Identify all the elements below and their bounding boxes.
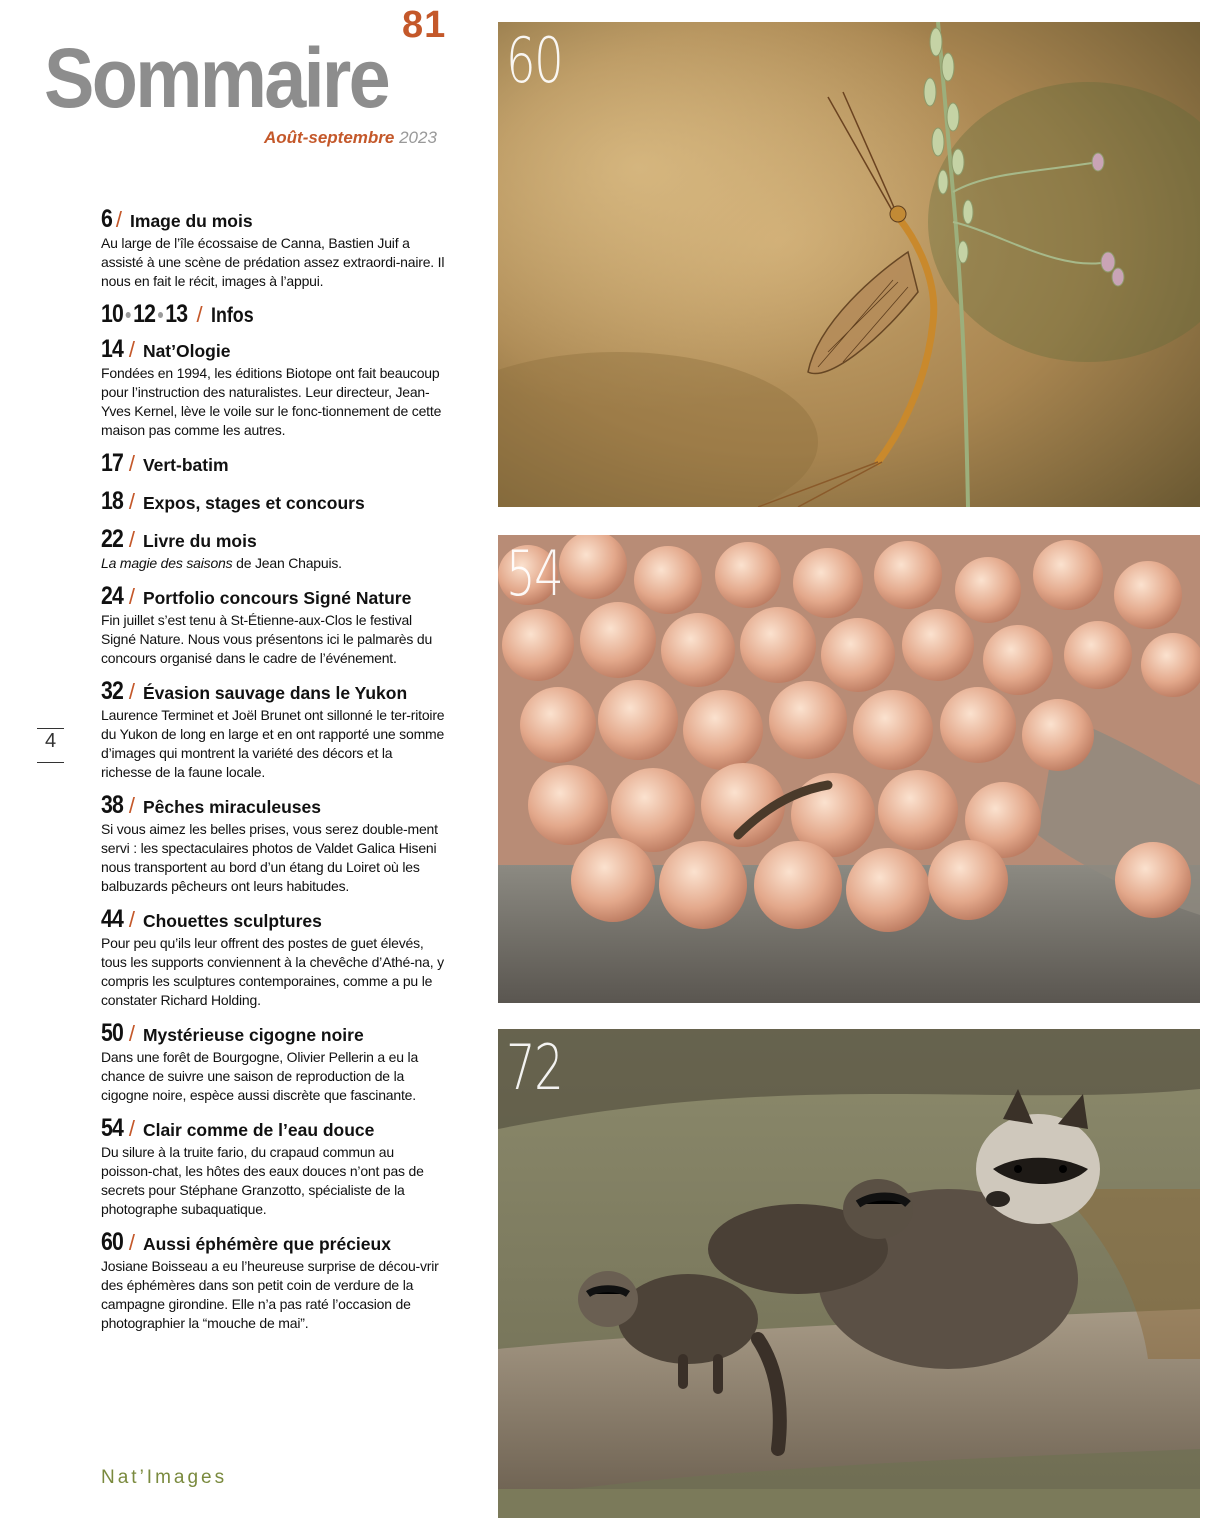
- issue-date-month: Août-septembre: [264, 128, 395, 147]
- entry-page-number: 44: [101, 905, 123, 933]
- page-title: Sommaire: [44, 31, 388, 125]
- toc-entry[interactable]: 32 / Évasion sauvage dans le Yukon Laurence Terminet et Joël Brunet ont sillonné le ter-ritoire du Yukon de long en large et en ont rapporté une somme d’images qui montrent la variété des décors et la richesse de la faune locale.: [101, 677, 445, 780]
- entry-page-number: 22: [101, 525, 123, 553]
- toc-entry[interactable]: 60 / Aussi éphémère que précieux Josiane Boisseau a eu l’heureuse surprise de décou-vrir des éphémères dans son petit coin de verdure de la campagne girondine. Elle n’a pas raté l’occasion de photographier la “mouche de mai”.: [101, 1228, 446, 1333]
- entry-description: Laurence Terminet et Joël Brunet ont sillonné le ter-ritoire du Yukon de long en large et en ont rapporté une somme d’images qui montrent la variété des décors et la richesse de la faune locale.: [101, 707, 445, 780]
- table-of-contents: [101, 205, 446, 1342]
- issue-date-year: 2023: [399, 128, 437, 147]
- entry-page-number: 14: [101, 335, 123, 363]
- entry-title: Nat’Ologie: [142, 341, 231, 361]
- toc-entry[interactable]: 10 12 13 / Infos: [101, 300, 254, 328]
- toc-entry[interactable]: 14 / Nat’Ologie Fondées en 1994, les éditions Biotope ont fait beaucoup pour l’instruction des naturalistes. Leur directeur, Jean-Yves Kernel, lève le voile sur le fonc-tionnement de cette maison pas comme les autres.: [101, 335, 446, 440]
- toc-entry[interactable]: 18 / Expos, stages et concours: [101, 487, 365, 515]
- entry-title: Portfolio concours Signé Nature: [142, 588, 412, 608]
- photo-mayfly[interactable]: [498, 22, 1200, 507]
- book-title: La magie des saisons: [101, 555, 233, 571]
- entry-title: Pêches miraculeuses: [142, 797, 321, 817]
- entry-description: Fondées en 1994, les éditions Biotope ont fait beaucoup pour l’instruction des naturalistes. Leur directeur, Jean-Yves Kernel, lève le voile sur le fonc-tionnement de cette maison pas comme les autres.: [101, 365, 442, 438]
- entry-title: Vert-batim: [142, 455, 229, 475]
- page-number-rule-top: [37, 728, 64, 729]
- photo-eggs[interactable]: [498, 535, 1200, 1003]
- issue-date: [264, 128, 437, 148]
- mayfly-illustration: [498, 22, 1200, 507]
- page-number: 4: [44, 730, 57, 752]
- raccoons-illustration: [498, 1029, 1200, 1518]
- toc-entry[interactable]: 17 / Vert-batim: [101, 449, 229, 477]
- photo-page-label: 72: [506, 1031, 563, 1104]
- toc-entry[interactable]: 22 / Livre du mois La magie des saisons de Jean Chapuis.: [101, 525, 446, 573]
- page-number-rule-bottom: [37, 762, 64, 763]
- entry-description: Dans une forêt de Bourgogne, Olivier Pellerin a eu la chance de suivre une saison de reproduction de la cigogne noire, espèce aussi discrète que fascinante.: [101, 1049, 419, 1103]
- toc-entry[interactable]: 6 / Image du mois Au large de l’île écossaise de Canna, Bastien Juif a assisté à une scène de prédation assez extraordi-naire. Il nous en fait le récit, images à l’appui.: [101, 205, 445, 289]
- toc-entry[interactable]: 44 / Chouettes sculptures Pour peu qu’ils leur offrent des postes de guet élevés, tous les supports conviennent à la chevêche d’Athé-na, y compris les sculptures contemporaines, comme a pu le constater Richard Holding.: [101, 905, 446, 1010]
- entry-title: Chouettes sculptures: [142, 911, 322, 931]
- photo-page-label: 60: [506, 24, 563, 97]
- entry-page-number: 32: [101, 677, 123, 705]
- entry-page-number: 50: [101, 1019, 123, 1047]
- photo-raccoons[interactable]: [498, 1029, 1200, 1518]
- entry-page-number: 17: [101, 449, 123, 477]
- entry-description: Josiane Boisseau a eu l’heureuse surprise de décou-vrir des éphémères dans son petit coin de verdure de la campagne girondine. Elle n’a pas raté l’occasion de photographier la “mouche de mai”.: [101, 1258, 439, 1331]
- entry-description: Fin juillet s’est tenu à St-Étienne-aux-Clos le festival Signé Nature. Nous vous présentons ici le palmarès du concours organisé dans le cadre de l’événement.: [101, 612, 433, 666]
- entry-description: Au large de l’île écossaise de Canna, Bastien Juif a assisté à une scène de prédation assez extraordi-naire. Il nous en fait le récit, images à l’appui.: [101, 235, 445, 289]
- entry-page-number: 18: [101, 487, 123, 515]
- entry-page-number: 60: [101, 1228, 123, 1256]
- toc-entry[interactable]: 38 / Pêches miraculeuses Si vous aimez les belles prises, vous serez double-ment servi : les spectaculaires photos de Valdet Galica Hiseni nous transportent au bord d’un étang du Loiret où les balbuzards pêcheurs ont leurs habitudes.: [101, 791, 446, 896]
- entry-title: Livre du mois: [142, 531, 257, 551]
- toc-entry[interactable]: 50 / Mystérieuse cigogne noire Dans une forêt de Bourgogne, Olivier Pellerin a eu la chance de suivre une saison de reproduction de la cigogne noire, espèce aussi discrète que fascinante.: [101, 1019, 446, 1105]
- entry-page-number: 24: [101, 582, 123, 610]
- entry-description: Pour peu qu’ils leur offrent des postes de guet élevés, tous les supports conviennent à la chevêche d’Athé-na, y compris les sculptures contemporaines, comme a pu le constater Richard Holding.: [101, 935, 444, 1008]
- entry-title: Infos: [210, 304, 254, 327]
- entry-title: Évasion sauvage dans le Yukon: [142, 683, 408, 703]
- entry-description: Si vous aimez les belles prises, vous serez double-ment servi : les spectaculaires photos de Valdet Galica Hiseni nous transportent au bord d’un étang du Loiret où les balbuzards pêcheurs ont leurs habitudes.: [101, 821, 438, 894]
- entry-title: Clair comme de l’eau douce: [142, 1120, 375, 1140]
- eggs-illustration: [498, 535, 1200, 1003]
- entry-page-number: 10 12 13: [101, 300, 188, 328]
- entry-description: Du silure à la truite fario, du crapaud commun au poisson-chat, les hôtes des eaux douces n’ont pas de secrets pour Stéphane Granzotto, spécialiste de la photographe subaquatique.: [101, 1144, 424, 1217]
- entry-page-number: 6: [101, 205, 112, 233]
- entry-page-number: 54: [101, 1114, 123, 1142]
- toc-entry[interactable]: 54 / Clair comme de l’eau douce Du silure à la truite fario, du crapaud commun au poisson-chat, les hôtes des eaux douces n’ont pas de secrets pour Stéphane Granzotto, spécialiste de la photographe subaquatique.: [101, 1114, 446, 1219]
- entry-title: Mystérieuse cigogne noire: [142, 1025, 364, 1045]
- entry-title: Expos, stages et concours: [142, 493, 365, 513]
- magazine-footer-name: Nat’Images: [101, 1467, 228, 1488]
- entry-description: La magie des saisons de Jean Chapuis.: [101, 555, 342, 571]
- entry-page-number: 38: [101, 791, 123, 819]
- photo-page-label: 54: [506, 537, 563, 610]
- entry-title: Image du mois: [130, 211, 253, 231]
- toc-entry[interactable]: 24 / Portfolio concours Signé Nature Fin juillet s’est tenu à St-Étienne-aux-Clos le festival Signé Nature. Nous vous présentons ici le palmarès du concours organisé dans le cadre de l’événement.: [101, 582, 446, 668]
- issue-number: 81: [402, 4, 447, 46]
- entry-title: Aussi éphémère que précieux: [142, 1234, 391, 1254]
